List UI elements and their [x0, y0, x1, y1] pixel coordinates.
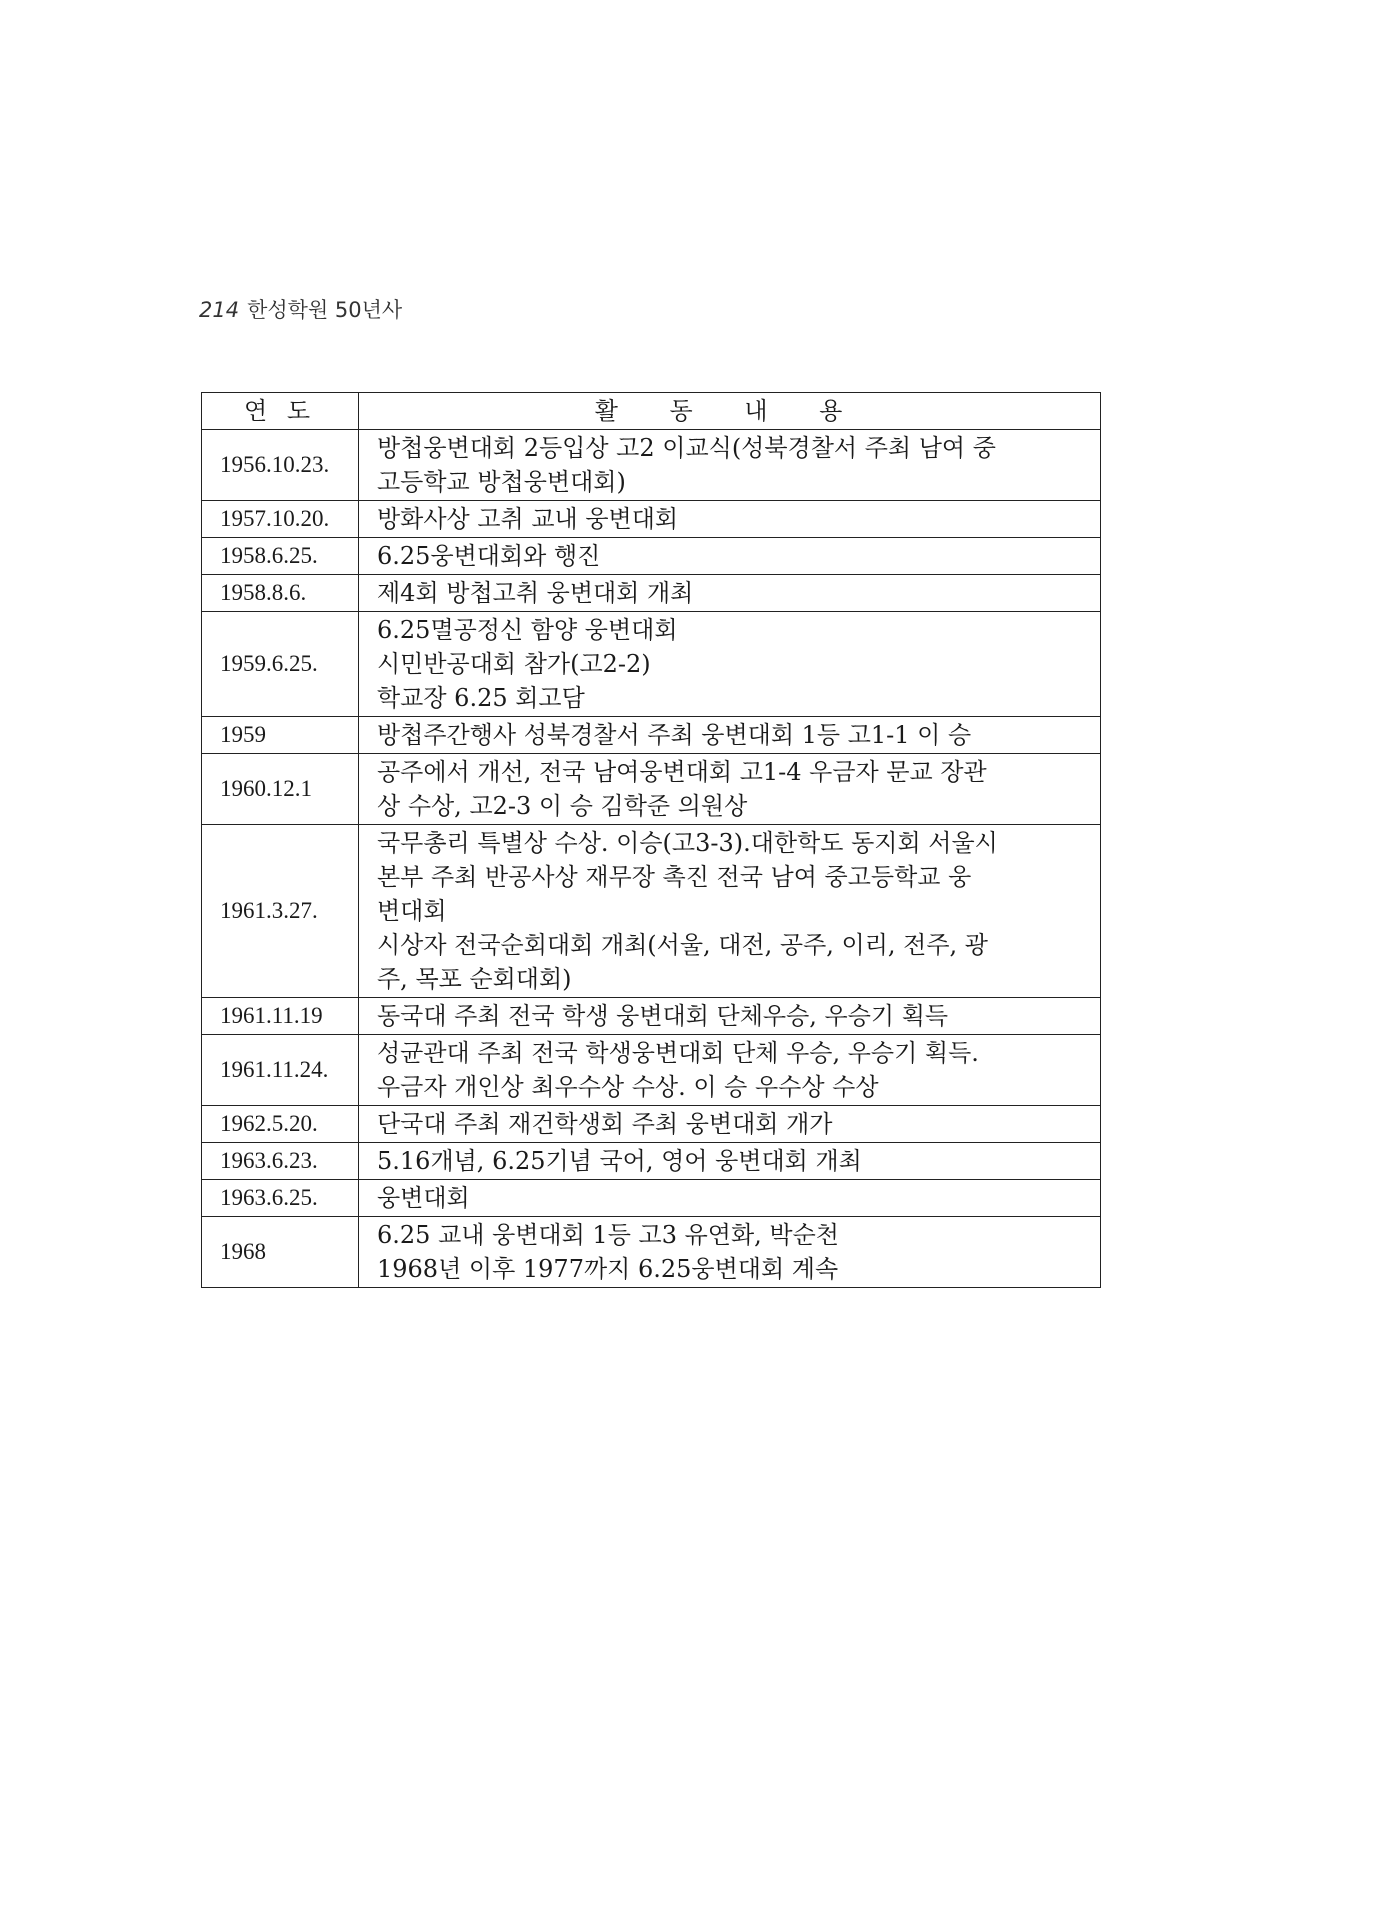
- activity-line: 동국대 주최 전국 학생 웅변대회 단체우승, 우승기 획득: [377, 1002, 949, 1030]
- table-row: [202, 717, 1101, 754]
- activity-cell: [359, 1143, 1101, 1180]
- content-column-header: 활 동 내 용: [359, 393, 1101, 430]
- year-cell: 1961.11.19: [202, 998, 359, 1035]
- activity-line: 성균관대 주최 전국 학생웅변대회 단체 우승, 우승기 획득.: [377, 1039, 979, 1067]
- activity-line: 단국대 주최 재건학생회 주최 웅변대회 개가: [377, 1110, 833, 1138]
- table-row: [202, 1106, 1101, 1143]
- activity-cell: [359, 575, 1101, 612]
- year-cell: 1961.11.24.: [202, 1035, 359, 1106]
- table-row: [202, 538, 1101, 575]
- year-cell: 1958.6.25.: [202, 538, 359, 575]
- activity-line: 본부 주최 반공사상 재무장 촉진 전국 남여 중고등학교 웅: [377, 863, 972, 891]
- table-row: [202, 1217, 1101, 1288]
- activity-line: 6.25 교내 웅변대회 1등 고3 유연화, 박순천: [377, 1221, 839, 1249]
- activity-cell: [359, 998, 1101, 1035]
- activity-cell: [359, 1180, 1101, 1217]
- year-cell: 1962.5.20.: [202, 1106, 359, 1143]
- activity-table: [201, 392, 1101, 1288]
- activity-line: 주, 목포 순회대회): [377, 965, 572, 993]
- table-row: [202, 998, 1101, 1035]
- activity-line: 1968년 이후 1977까지 6.25웅변대회 계속: [377, 1255, 839, 1283]
- activity-line: 국무총리 특별상 수상. 이승(고3-3).대한학도 동지회 서울시: [377, 829, 998, 857]
- year-cell: 1961.3.27.: [202, 825, 359, 998]
- year-cell: 1956.10.23.: [202, 430, 359, 501]
- activity-line: 방첩주간행사 성북경찰서 주최 웅변대회 1등 고1-1 이 승: [377, 721, 972, 749]
- page-number: 214: [199, 298, 240, 322]
- activity-line: 시민반공대회 참가(고2-2): [377, 650, 651, 678]
- activity-line: 공주에서 개선, 전국 남여웅변대회 고1-4 우금자 문교 장관: [377, 758, 987, 786]
- activity-line: 방화사상 고취 교내 웅변대회: [377, 505, 679, 533]
- year-cell: 1963.6.25.: [202, 1180, 359, 1217]
- running-header: [199, 294, 402, 324]
- activity-line: 변대회: [377, 897, 447, 925]
- activity-cell: [359, 612, 1101, 717]
- table-row: [202, 501, 1101, 538]
- activity-line: 우금자 개인상 최우수상 수상. 이 승 우수상 수상: [377, 1073, 879, 1101]
- activity-line: 학교장 6.25 회고담: [377, 684, 585, 712]
- table-row: [202, 430, 1101, 501]
- table-body: [202, 430, 1101, 1288]
- activity-line: 상 수상, 고2-3 이 승 김학준 의원상: [377, 792, 748, 820]
- activity-cell: [359, 1106, 1101, 1143]
- activity-line: 6.25멸공정신 함양 웅변대회: [377, 616, 678, 644]
- table-row: [202, 575, 1101, 612]
- activity-cell: [359, 1035, 1101, 1106]
- table-header-row: [202, 393, 1101, 430]
- year-cell: 1958.8.6.: [202, 575, 359, 612]
- table-row: [202, 1143, 1101, 1180]
- activity-line: 방첩웅변대회 2등입상 고2 이교식(성북경찰서 주최 남여 중: [377, 434, 996, 462]
- activity-cell: [359, 538, 1101, 575]
- activity-line: 고등학교 방첩웅변대회): [377, 468, 626, 496]
- activity-line: 5.16개념, 6.25기념 국어, 영어 웅변대회 개최: [377, 1147, 862, 1175]
- activity-cell: [359, 430, 1101, 501]
- activity-line: 제4회 방첩고취 웅변대회 개최: [377, 579, 694, 607]
- year-cell: 1957.10.20.: [202, 501, 359, 538]
- table-row: [202, 612, 1101, 717]
- activity-line: 웅변대회: [377, 1184, 470, 1212]
- year-cell: 1959.6.25.: [202, 612, 359, 717]
- book-title: 한성학원 50년사: [247, 298, 403, 322]
- table-row: [202, 1180, 1101, 1217]
- year-cell: 1963.6.23.: [202, 1143, 359, 1180]
- activity-cell: [359, 717, 1101, 754]
- table-row: [202, 825, 1101, 998]
- activity-cell: [359, 501, 1101, 538]
- activity-cell: [359, 825, 1101, 998]
- table-row: [202, 754, 1101, 825]
- activity-line: 6.25웅변대회와 행진: [377, 542, 601, 570]
- activity-cell: [359, 1217, 1101, 1288]
- year-cell: 1968: [202, 1217, 359, 1288]
- year-cell: 1959: [202, 717, 359, 754]
- table-row: [202, 1035, 1101, 1106]
- year-column-header: 연 도: [202, 393, 359, 430]
- activity-cell: [359, 754, 1101, 825]
- activity-line: 시상자 전국순회대회 개최(서울, 대전, 공주, 이리, 전주, 광: [377, 931, 988, 959]
- year-cell: 1960.12.1: [202, 754, 359, 825]
